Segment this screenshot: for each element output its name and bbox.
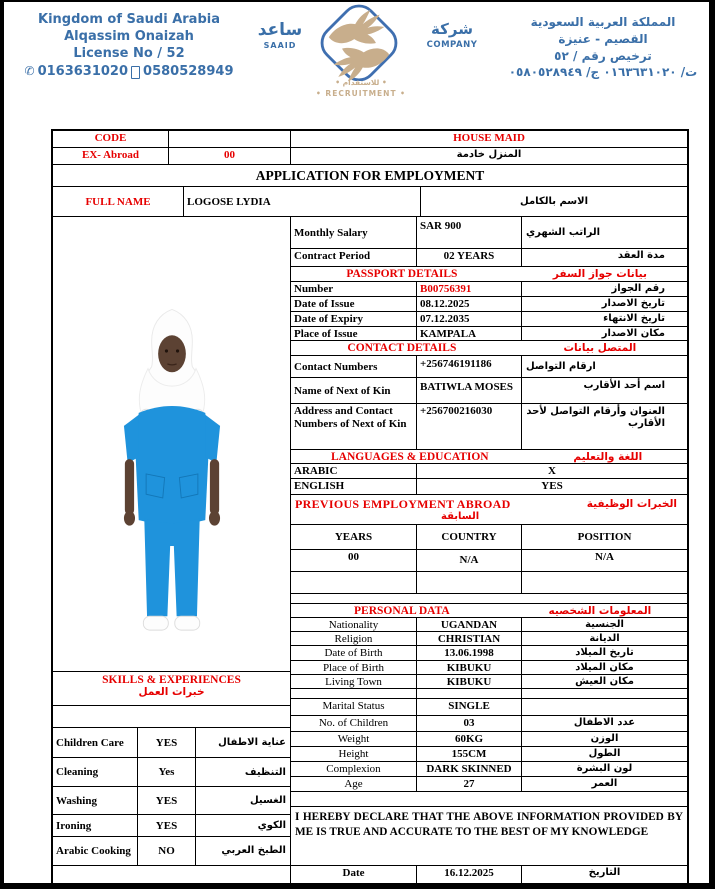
children-row (291, 716, 687, 732)
contact-section-header (291, 341, 687, 356)
agency-phone-2: 0580528949 (143, 63, 234, 79)
language-arabic-row (291, 464, 687, 479)
field-label: Weight (291, 732, 417, 746)
passport-number-value: B00756391 (417, 282, 522, 296)
passport-issue-row (291, 297, 687, 312)
field-arabic: تاريخ الميلاد (575, 647, 634, 658)
skill-value: YES (138, 728, 196, 757)
saaid-arabic: ساعد (257, 20, 303, 40)
recruitment-latin: • RECRUITMENT • (316, 89, 406, 99)
employment-values-row (291, 550, 687, 572)
field-label: Nationality (291, 618, 417, 631)
field-label: Marital Status (291, 699, 417, 715)
field-arabic: تاريخ الانتهاء (603, 313, 665, 324)
salary-label: Monthly Salary (291, 217, 417, 248)
spacer-row (291, 792, 687, 807)
field-arabic: الجنسية (585, 619, 624, 630)
employment-columns-row (291, 525, 687, 550)
salary-value: SAR 900 (417, 217, 522, 248)
skill-value: Yes (138, 758, 196, 786)
height-row (291, 747, 687, 762)
languages-header-arabic: اللغة والتعليم (573, 450, 643, 463)
full-name-row (53, 187, 687, 217)
employment-empty-row (291, 572, 687, 594)
skill-row-ironing (53, 815, 290, 837)
dob-row (291, 646, 687, 661)
code-empty-cell (169, 131, 291, 147)
personal-header-english: PERSONAL DATA (354, 604, 450, 617)
left-column (53, 217, 291, 865)
col-years: YEARS (291, 525, 417, 549)
field-arabic: ارقام التواصل (526, 361, 596, 372)
skill-value: YES (138, 815, 196, 836)
field-label: Living Town (291, 675, 417, 688)
passport-number-row (291, 282, 687, 297)
language-label: ARABIC (291, 464, 417, 478)
position-value: N/A (595, 551, 614, 563)
agency-city: Alqassim Onaizah (64, 28, 194, 44)
field-arabic: عدد الاطفال (573, 717, 636, 728)
complexion-row (291, 762, 687, 777)
ex-abroad-row (53, 148, 687, 165)
field-arabic: الديانة (589, 633, 620, 644)
empty-cell (291, 572, 417, 593)
field-label: Age (291, 777, 417, 791)
form-title: APPLICATION FOR EMPLOYMENT (255, 167, 485, 183)
country-value: N/A (417, 550, 522, 571)
skill-arabic: التنظيف (244, 766, 286, 778)
field-arabic: لون البشرة (576, 763, 633, 774)
empty-cell (291, 689, 417, 698)
field-arabic: الوزن (590, 733, 619, 744)
full-name-value: LOGOSE LYDIA (184, 187, 421, 216)
contract-row (291, 249, 687, 267)
weight-row (291, 732, 687, 747)
full-name-arabic: الاسم بالكامل (520, 196, 588, 207)
full-name-label: FULL NAME (53, 187, 184, 216)
skill-arabic: الطبخ العربي (221, 845, 286, 857)
field-value: UGANDAN (417, 618, 522, 631)
code-row (53, 131, 687, 148)
saaid-latin: SAAID (263, 41, 297, 50)
field-value: 03 (417, 716, 522, 731)
agency-phone-1: 0163631020 (37, 63, 129, 79)
field-label: Place of Issue (291, 327, 417, 340)
field-label: Name of Next of Kin (291, 378, 417, 403)
recruitment-tagline (300, 77, 422, 100)
field-value: 07.12.2035 (417, 312, 522, 326)
skill-arabic: الغسيل (249, 795, 286, 806)
field-label: No. of Children (291, 716, 417, 731)
right-column (291, 217, 687, 865)
field-value: CHRISTIAN (417, 632, 522, 645)
field-value: +256700216030 (417, 404, 522, 449)
declaration-text: I HEREBY DECLARE THAT THE ABOVE INFORMATION PROVIDED BY ME IS TRUE AND ACCURATE TO THE BEST OF MY KNOWLEDGE (295, 811, 683, 839)
field-arabic (522, 699, 687, 715)
prev-employment-english: PREVIOUS EMPLOYMENT ABROAD (295, 497, 511, 511)
agency-city-ar: القصيم - عنيزة (558, 31, 648, 46)
agency-license: License No / 52 (73, 45, 185, 61)
field-label: Height (291, 747, 417, 761)
agency-country: Kingdom of Saudi Arabia (38, 12, 220, 27)
passport-header-english: PASSPORT DETAILS (346, 268, 458, 280)
code-label: CODE (53, 131, 169, 147)
company-wordmark (420, 22, 484, 50)
applicant-photo (53, 217, 290, 672)
living-town-row (291, 675, 687, 689)
field-arabic: مكان العيش (575, 676, 634, 687)
field-value: 27 (417, 777, 522, 791)
agency-info-english (20, 12, 238, 81)
prev-employment-line2: السابقة (441, 511, 480, 522)
field-value: SINGLE (417, 699, 522, 715)
years-value: 00 (291, 550, 417, 571)
recruitment-arabic: • للاستقدام • (335, 78, 387, 87)
empty-cell (522, 572, 687, 593)
skills-header-arabic: خبرات العمل (138, 686, 205, 698)
contact-numbers-row (291, 356, 687, 378)
company-latin: COMPANY (426, 40, 478, 50)
field-arabic: العمر (591, 778, 618, 789)
religion-row (291, 632, 687, 646)
form-body (53, 217, 687, 865)
field-arabic: الطول (588, 748, 621, 759)
salary-row (291, 217, 687, 249)
personal-section-header (291, 604, 687, 618)
agency-info-arabic (496, 14, 710, 81)
language-value: X (548, 465, 556, 477)
passport-header-arabic: بيانات جواز السفر (552, 268, 647, 280)
field-label: Address and Contact Numbers of Next of Kin (291, 404, 417, 449)
pob-row (291, 661, 687, 675)
agency-license-ar: ترخيص رقم / ٥٢ (554, 48, 652, 63)
passport-place-row (291, 327, 687, 341)
language-value: YES (541, 480, 563, 492)
skill-arabic: الكوي (257, 820, 286, 831)
skill-row-washing (53, 787, 290, 815)
col-country: COUNTRY (417, 525, 522, 549)
field-arabic: مكان الاصدار (601, 328, 665, 339)
field-arabic: العنوان وأرقام التواصل لأحد الأقارب (526, 406, 665, 429)
field-label: Contact Numbers (291, 356, 417, 377)
employment-form-table (51, 129, 689, 886)
date-label: Date (291, 866, 417, 884)
spacer-row (291, 594, 687, 604)
skills-empty-row (53, 706, 290, 728)
age-row (291, 777, 687, 792)
languages-header-english: LANGUAGES & EDUCATION (330, 450, 489, 463)
field-label: Date of Expiry (291, 312, 417, 326)
field-value: KIBUKU (417, 675, 522, 688)
field-label: Date of Issue (291, 297, 417, 311)
skill-value: YES (138, 787, 196, 814)
salary-arabic: الراتب الشهري (526, 227, 600, 238)
language-english-row (291, 479, 687, 495)
date-row (53, 865, 687, 884)
company-arabic: شركة (431, 20, 473, 38)
contract-arabic: مدة العقد (617, 250, 665, 261)
languages-section-header (291, 450, 687, 464)
agency-country-ar: المملكة العربية السعودية (530, 15, 676, 29)
mobile-phone-icon (131, 66, 140, 79)
field-value: BATIWLA MOSES (417, 378, 522, 403)
ex-abroad-label: EX- Abroad (53, 148, 169, 164)
field-value: 155CM (417, 747, 522, 761)
skill-value: NO (138, 837, 196, 865)
prev-employment-arabic: الخبرات الوظيفية (586, 498, 677, 510)
field-value: 60KG (417, 732, 522, 746)
skill-row-children-care (53, 728, 290, 758)
empty-cell (53, 866, 291, 884)
empty-cell (417, 689, 522, 698)
contact-header-arabic: المتصل بيانات (563, 342, 637, 354)
passport-section-header (291, 267, 687, 282)
form-title-row (53, 165, 687, 187)
declaration-row (291, 807, 687, 865)
marital-status-row (291, 699, 687, 716)
hands-diamond-logo-icon (310, 3, 408, 86)
col-position: POSITION (577, 531, 632, 543)
skill-label: Children Care (53, 728, 138, 757)
kin-contact-row (291, 404, 687, 450)
field-arabic: اسم أحد الأقارب (583, 380, 665, 391)
contact-header-english: CONTACT DETAILS (347, 342, 457, 354)
field-label: Place of Birth (291, 661, 417, 674)
field-label: Number (291, 282, 417, 296)
empty-cell (522, 689, 687, 698)
personal-header-arabic: المعلومات الشخصيه (548, 604, 652, 617)
contract-value: 02 YEARS (417, 249, 522, 266)
passport-expiry-row (291, 312, 687, 327)
skill-arabic: عناية الاطفال (218, 736, 286, 748)
kin-name-row (291, 378, 687, 404)
skill-row-cleaning (53, 758, 290, 787)
saaid-wordmark (250, 22, 310, 50)
language-label: ENGLISH (291, 479, 417, 494)
empty-cell (417, 572, 522, 593)
letterhead (4, 2, 709, 127)
date-arabic: التاريخ (588, 867, 621, 878)
contract-label: Contract Period (291, 249, 417, 266)
phone-icon: ✆ (24, 64, 35, 79)
field-label: Religion (291, 632, 417, 645)
house-maid-label: HOUSE MAID (453, 132, 525, 144)
house-maid-arabic: المنزل خادمة (456, 149, 522, 160)
spacer-row (291, 689, 687, 699)
field-value: DARK SKINNED (417, 762, 522, 776)
skill-label: Arabic Cooking (53, 837, 138, 865)
field-label: Complexion (291, 762, 417, 776)
agency-phones (20, 64, 238, 81)
date-value: 16.12.2025 (417, 866, 522, 884)
skills-header-english: SKILLS & EXPERIENCES (102, 674, 241, 686)
field-value: 13.06.1998 (417, 646, 522, 660)
field-value: KIBUKU (417, 661, 522, 674)
skill-label: Cleaning (53, 758, 138, 786)
field-arabic: تاريخ الاصدار (601, 298, 665, 309)
field-arabic: مكان الميلاد (575, 662, 634, 673)
skill-label: Ironing (53, 815, 138, 836)
agency-phones-ar: ت/ ٠١٦٣٦٣١٠٢٠ ج/ ٠٥٨٠٥٢٨٩٤٩ (508, 65, 698, 80)
skill-row-arabic-cooking (53, 837, 290, 865)
skill-label: Washing (53, 787, 138, 814)
ex-abroad-value: 00 (169, 148, 291, 164)
field-value: KAMPALA (417, 327, 522, 340)
field-value: +256746191186 (417, 356, 522, 377)
field-value: 08.12.2025 (417, 297, 522, 311)
previous-employment-header (291, 495, 687, 525)
field-label: Date of Birth (291, 646, 417, 660)
skills-section-header (53, 672, 290, 706)
nationality-row (291, 618, 687, 632)
applicant-photo-drawing (111, 297, 233, 649)
field-arabic: رقم الجواز (611, 283, 665, 294)
